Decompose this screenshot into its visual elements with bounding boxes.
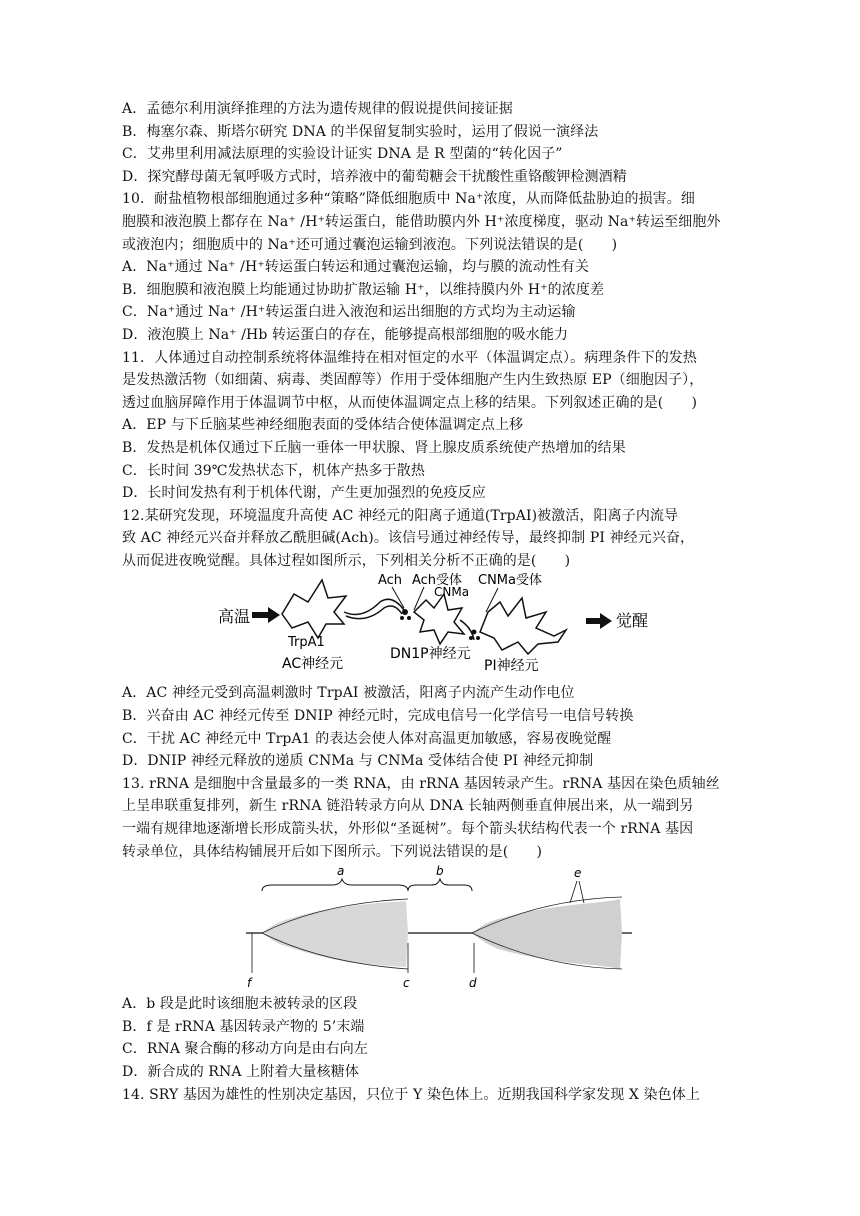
label-c: c: [403, 976, 410, 991]
q12-option-d: D．DNIP 神经元释放的递质 CNMa 与 CNMa 受体结合使 PI 神经元抑制: [122, 753, 594, 770]
cnma-receptor-label: CNMa受体: [478, 573, 542, 589]
question-14: [122, 1084, 742, 1107]
q11-stem-line: 11．人体通过自动控制系统将体温维持在相对恒定的水平（体温调定点）。病理条件下的发热: [122, 349, 698, 366]
q10-stem-line: 或液泡内；细胞质中的 Na⁺还可通过囊泡运输到液泡。下列说法错误的是( ): [122, 236, 618, 253]
ac-neuron-shape: [282, 580, 404, 638]
rrna-transcription-diagram: [122, 863, 742, 993]
q10-option-d: D．液泡膜上 Na⁺ /Hb 转运蛋白的存在，能够提高根部细胞的吸水能力: [122, 326, 569, 343]
input-arrow-icon: [252, 607, 280, 623]
question-12: [122, 505, 742, 773]
q10-option-c: C．Na⁺通过 Na⁺ /H⁺转运蛋白进入液泡和运出细胞的方式均为主动运输: [122, 304, 576, 321]
q12-stem-line: 致 AC 神经元兴奋并释放乙酰胆碱(Ach)。该信号通过神经传导，最终抑制 PI 神经元兴奋，: [122, 530, 695, 547]
block1-options: [122, 98, 742, 188]
question-11: [122, 347, 742, 505]
q13-stem-line: 转录单位，具体结构铺展开后如下图所示。下列说法错误的是( ): [122, 843, 543, 860]
awake-label: 觉醒: [616, 611, 649, 631]
label-b: b: [436, 864, 444, 879]
q12-option-a: A．AC 神经元受到高温刺激时 TrpAI 被激活，阳离子内流产生动作电位: [122, 685, 575, 702]
exam-page: [122, 98, 742, 1106]
option-c: C．艾弗里利用减法原理的实验设计证实 DNA 是 R 型菌的“转化因子”: [122, 146, 563, 163]
pi-neuron-shape: [480, 598, 566, 654]
q11-stem-line: 是发热激活物（如细菌、病毒、类固醇等）作用于受体细胞产生内生致热原 EP（细胞因子），: [122, 372, 704, 389]
q13-stem-line: 上呈串联重复排列，新生 rRNA 链沿转录方向从 DNA 长轴两侧垂直伸展出来，从一端到另: [122, 798, 694, 815]
option-a: A．孟德尔利用演绎推理的方法为遗传规律的假说提供间接证据: [122, 101, 513, 117]
question-10: [122, 188, 742, 346]
q10-stem-line: 胞膜和液泡膜上都存在 Na⁺ /H⁺转运蛋白，能借助膜内外 H⁺浓度梯度，驱动 Na⁺转运至细胞外: [122, 213, 721, 230]
q10-stem-line: 10．耐盐植物根部细胞通过多种“策略”降低细胞质中 Na⁺浓度，从而降低盐胁迫的损害。细: [122, 191, 695, 208]
q13-option-d: D．新合成的 RNA 上附着大量核糖体: [122, 1064, 359, 1080]
q11-option-a: A．EP 与下丘脑某些神经细胞表面的受体结合使体温调定点上移: [122, 417, 524, 434]
q10-option-b: B．细胞膜和液泡膜上均能通过协助扩散运输 H⁺，以维持膜内外 H⁺的浓度差: [122, 281, 605, 298]
pi-neuron-label: PI神经元: [484, 658, 539, 675]
label-e: e: [574, 866, 582, 881]
q11-option-d: D．长时间发热有利于机体代谢，产生更加强烈的免疫反应: [122, 485, 486, 502]
q12-stem-line: 12.某研究发现，环境温度升高使 AC 神经元的阳离子通道(TrpAI)被激活，阳离子内流导: [122, 507, 679, 524]
option-d: D．探究酵母菌无氧呼吸方式时，培养液中的葡萄糖会干扰酸性重铬酸钾检测酒精: [122, 168, 627, 185]
label-a: a: [337, 864, 345, 879]
transcription-unit-2: [472, 897, 622, 969]
q11-option-c: C．长时间 39℃发热状态下，机体产热多于散热: [122, 462, 425, 479]
label-f: f: [247, 976, 252, 991]
q13-option-a: A．b 段是此时该细胞未被转录的区段: [122, 996, 358, 1013]
output-arrow-icon: [586, 613, 612, 629]
trpa1-label: TrpA1: [288, 635, 325, 651]
q12-option-b: B．兴奋由 AC 神经元传至 DNIP 神经元时，完成电信号一化学信号一电信号转换: [122, 708, 634, 725]
q12-option-c: C．干扰 AC 神经元中 TrpA1 的表达会使人体对高温更加敏感，容易夜晚觉醒: [122, 730, 612, 747]
ac-neuron-label: AC神经元: [282, 656, 344, 673]
cnma-label: CNMa: [434, 585, 470, 600]
q11-stem-line: 透过血脑屏障作用于体温调节中枢，从而使体温调定点上移的结果。下列叙述正确的是( ): [122, 394, 698, 411]
q13-option-b: B．f 是 rRNA 基因转录产物的 5’末端: [122, 1018, 365, 1035]
option-b: B．梅塞尔森、斯塔尔研究 DNA 的半保留复制实验时，运用了假说一演绎法: [122, 123, 599, 140]
q14-stem-line: 14. SRY 基因为雄性的性别决定基因，只位于 Y 染色体上。近期我国科学家发现 X 染色体上: [122, 1086, 700, 1103]
q13-option-c: C．RNA 聚合酶的移动方向是由右向左: [122, 1041, 368, 1058]
q13-stem-line: 一端有规律地逐渐增长形成箭头状，外形似“圣诞树”。每个箭头状结构代表一个 rRNA 基因: [122, 821, 694, 838]
label-d: d: [469, 976, 477, 991]
neuron-pathway-figure: [122, 572, 742, 682]
q11-option-b: B．发热是机体仅通过下丘脑一垂体一甲状腺、肾上腺皮质系统使产热增加的结果: [122, 439, 626, 456]
high-temp-label: 高温: [218, 607, 251, 627]
ach-receptor-label: Ach受体: [412, 573, 463, 589]
christmas-tree-figure: [122, 863, 742, 993]
neuron-diagram: [122, 572, 742, 682]
dn1p-neuron-label: DN1P神经元: [390, 646, 471, 663]
q12-stem-line: 从而促进夜晚觉醒。具体过程如图所示，下列相关分析不正确的是( ): [122, 552, 571, 569]
q13-stem-line: 13. rRNA 是细胞中含量最多的一类 RNA，由 rRNA 基因转录产生。rRNA 基因在染色质轴丝: [122, 775, 720, 792]
q10-option-a: A．Na⁺通过 Na⁺ /H⁺转运蛋白转运和通过囊泡运输，均与膜的流动性有关: [122, 259, 590, 276]
transcription-unit-1: [262, 899, 408, 969]
synapse-icon: [400, 609, 411, 620]
ach-label: Ach: [378, 573, 403, 589]
dn1p-neuron-shape: [414, 594, 474, 644]
question-13: [122, 773, 742, 1084]
